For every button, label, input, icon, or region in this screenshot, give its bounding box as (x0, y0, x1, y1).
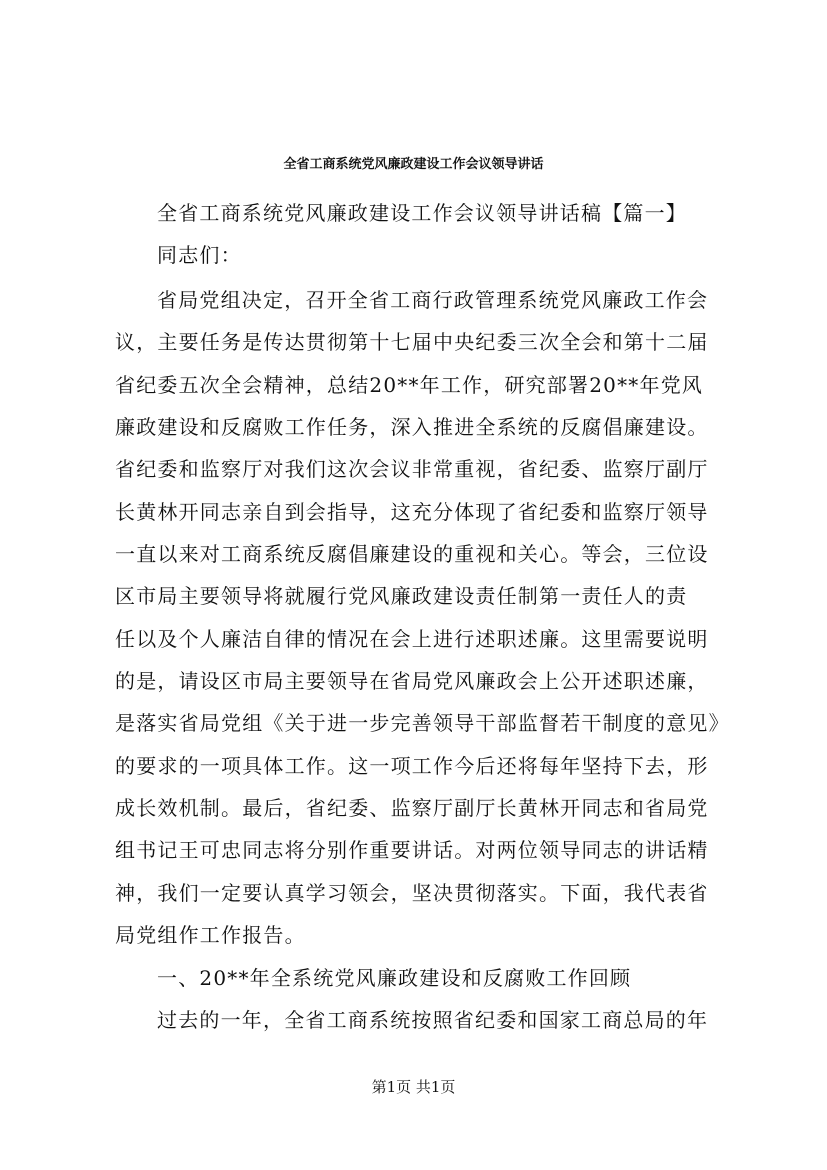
page-number-footer: 第1页 共1页 (371, 1078, 456, 1096)
body-line: 的要求的一项具体工作。这一项工作今后还将每年坚持下去，形 (115, 754, 709, 778)
body-line: 组书记王可忠同志将分别作重要讲话。对两位领导同志的讲话精 (115, 838, 709, 862)
body-line: 廉政建设和反腐败工作任务，深入推进全系统的反腐倡廉建设。 (115, 415, 709, 439)
body-line: 省局党组决定，召开全省工商行政管理系统党风廉政工作会 (157, 288, 709, 312)
body-line: 省纪委五次全会精神，总结20**年工作，研究部署20**年党风 (115, 373, 704, 397)
body-line: 局党组作工作报告。 (115, 923, 306, 947)
body-line: 是落实省局党组《关于进一步完善领导干部监督若干制度的意见》 (115, 711, 730, 735)
body-line: 一直以来对工商系统反腐倡廉建设的重视和关心。等会，三位设 (115, 542, 709, 566)
body-line: 区市局主要领导将就履行党风廉政建设责任制第一责任人的责 (115, 584, 688, 608)
document-subtitle: 全省工商系统党风廉政建设工作会议领导讲话稿【篇一】 (157, 201, 687, 225)
body-line: 议，主要任务是传达贯彻第十七届中央纪委三次全会和第十二届 (115, 330, 709, 354)
section-heading: 一、20**年全系统党风廉政建设和反腐败工作回顾 (157, 966, 632, 990)
document-title: 全省工商系统党风廉政建设工作会议领导讲话 (283, 157, 544, 172)
salutation-line: 同志们： (157, 243, 242, 267)
body-line: 的是，请设区市局主要领导在省局党风廉政会上公开述职述廉， (115, 669, 709, 693)
body-line: 成长效机制。最后，省纪委、监察厅副厅长黄林开同志和省局党 (115, 796, 709, 820)
body-line: 省纪委和监察厅对我们这次会议非常重视，省纪委、监察厅副厅 (115, 457, 709, 481)
body-line: 过去的一年，全省工商系统按照省纪委和国家工商总局的年 (157, 1008, 709, 1032)
body-line: 任以及个人廉洁自律的情况在会上进行述职述廉。这里需要说明 (115, 627, 709, 651)
body-line: 神，我们一定要认真学习领会，坚决贯彻落实。下面，我代表省 (115, 881, 709, 905)
body-line: 长黄林开同志亲自到会指导，这充分体现了省纪委和监察厅领导 (115, 500, 709, 524)
